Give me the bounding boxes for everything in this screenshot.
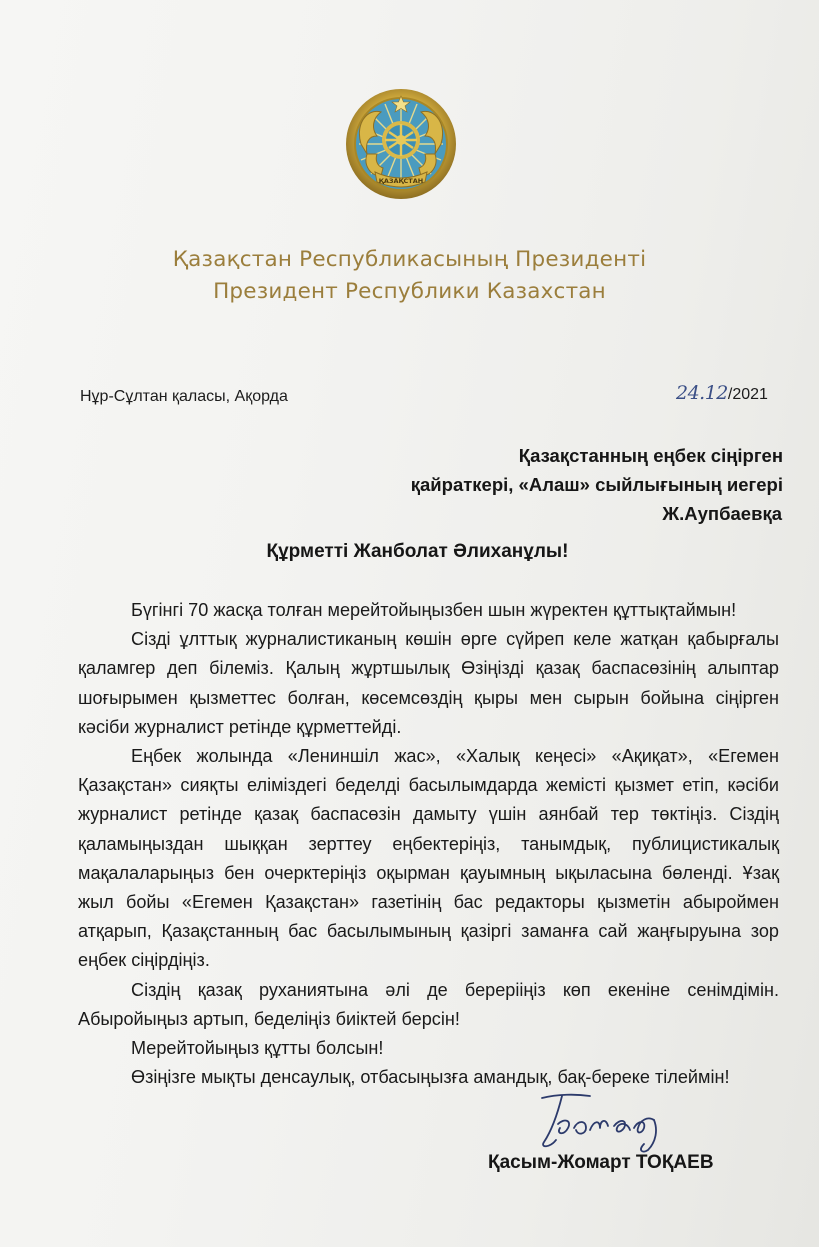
issue-date xyxy=(676,382,768,404)
body-paragraph: Сіздің қазақ руханиятына әлі де берерііңіз көп екеніне сенімдімін. Абыройыңыз артып, беделіңіз биіктей берсін! xyxy=(78,979,779,1029)
addressee-name: Ж.Аупбаевқа xyxy=(662,503,782,524)
signer-name: Қасым-Жомарт ТОҚАЕВ xyxy=(488,1152,714,1173)
handwritten-date: 24.12 xyxy=(676,382,728,404)
addressee-line: Қазақстанның еңбек сіңірген xyxy=(518,445,783,466)
issue-place: Нұр-Сұлтан қаласы, Ақорда xyxy=(80,388,288,405)
body-paragraph: Сізді ұлттық журналистиканың көшін өрге сүйреп келе жатқан қабырғалы қаламгер деп білеміз. Қалың жұртшылық Өзіңізді қазақ баспасөзінің алыптар шоғырымен қызметтес болған, көсемсөздің қыры мен сырын бойына сіңірген кәсіби журналист ретінде құрметтейді. xyxy=(78,629,779,737)
addressee-line: қайраткері, «Алаш» сыйлығының иегері xyxy=(410,474,783,495)
handwritten-signature-icon xyxy=(528,1090,678,1160)
emblem-band-text: ҚАЗАҚСТАН xyxy=(378,177,424,185)
body-paragraph: Бүгінгі 70 жасқа толған мерейтойыңызбен шын жүректен құттықтаймын! xyxy=(131,600,737,620)
salutation: Құрметті Жанболат Әлиханұлы! xyxy=(266,541,569,562)
body-paragraph: Өзіңізге мықты денсаулық, отбасыңызға амандық, бақ-береке тілеймін! xyxy=(131,1067,730,1088)
header-title-ru: Президент Республики Казахстан xyxy=(213,279,606,304)
date-year: /2021 xyxy=(727,386,768,403)
addressee-block xyxy=(411,441,783,528)
body-paragraph: Еңбек жолында «Лениншіл жас», «Халық кеңесі» «Ақиқат», «Егемен Қазақстан» сияқты еліміздегі беделді басылымдарда жемісті қызмет етіп, кәсіби журналист ретінде қазақ баспасөзін дамыту үшін аянбай тер төктіңіз. Сіздің қаламыңыздан шыққан зерттеу еңбектеріңіз, танымдық, публицистикалық мақалаларыңыз бен очерктеріңіз оқырман қауымның ықыласына бөленді. Ұзақ жыл бойы «Егемен Қазақстан» газетінің бас редакторы қызметін абыроймен атқарып, Қазақстанның бас басылымының қазіргі заманға сай жаңғыруына зор еңбек сіңірдіңіз. xyxy=(78,746,779,971)
header-title-kz: Қазақстан Республикасының Президенті xyxy=(172,247,647,272)
letter-body xyxy=(78,596,779,1092)
body-paragraph: Мерейтойыңыз құтты болсын! xyxy=(131,1038,384,1059)
state-emblem-icon xyxy=(345,88,457,200)
